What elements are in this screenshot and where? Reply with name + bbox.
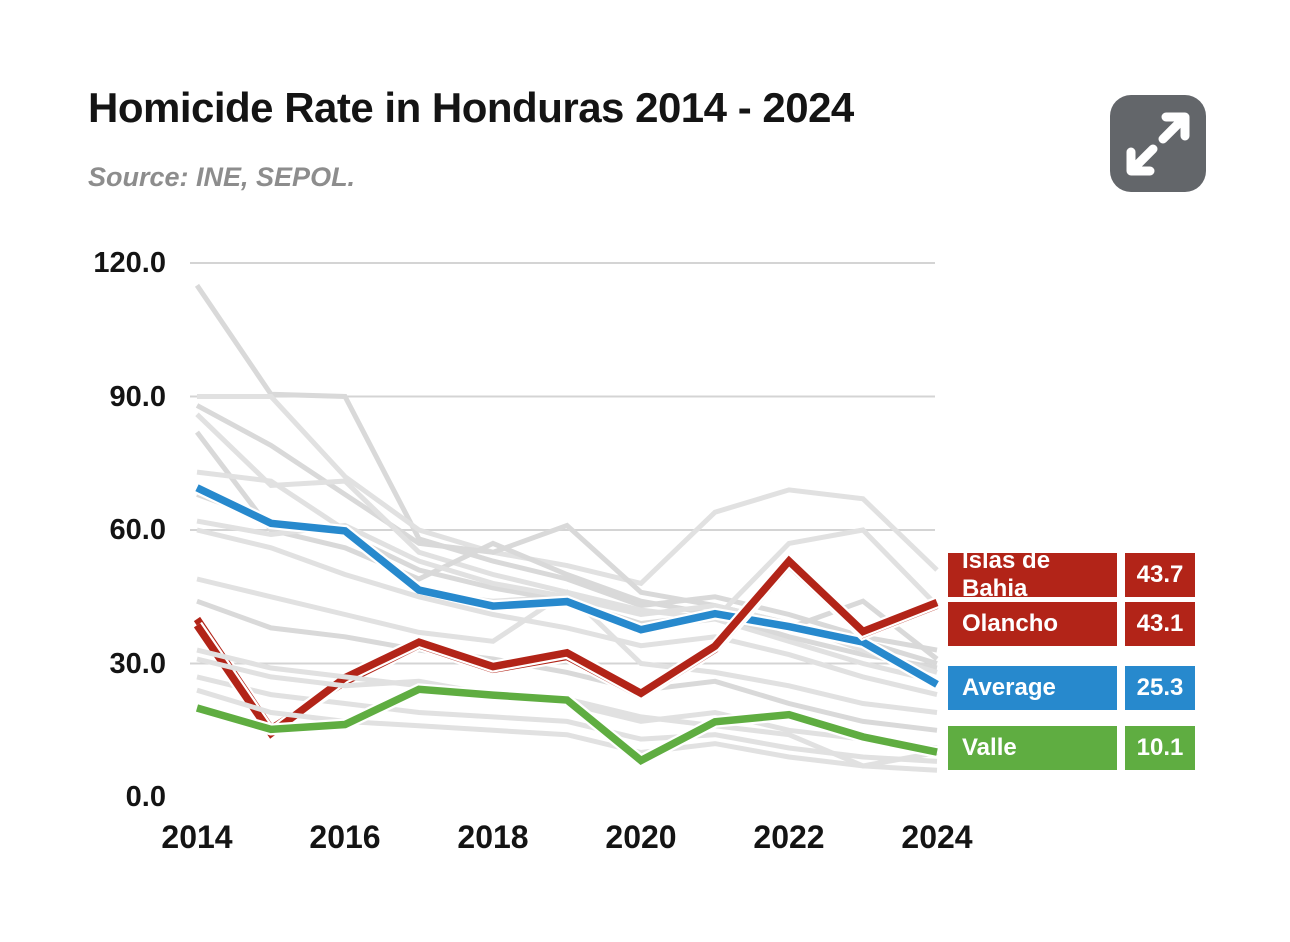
- x-tick-label: 2022: [753, 819, 825, 855]
- legend-label: Islas de Bahia: [948, 553, 1117, 597]
- expand-button[interactable]: [1110, 95, 1206, 192]
- expand-arrows-icon: [1110, 95, 1206, 192]
- legend-value: 43.7: [1125, 553, 1195, 597]
- x-tick-label: 2020: [605, 819, 677, 855]
- legend-item-average: [948, 666, 1195, 710]
- legend-label: Valle: [948, 726, 1117, 770]
- background-series-line: [197, 397, 937, 584]
- x-tick-label: 2014: [161, 819, 233, 855]
- legend-label: Average: [948, 666, 1117, 710]
- x-tick-label: 2024: [901, 819, 973, 855]
- legend-item-olancho: [948, 602, 1195, 646]
- x-tick-label: 2018: [457, 819, 529, 855]
- y-tick-label: 0.0: [125, 781, 166, 813]
- legend-value: 43.1: [1125, 602, 1195, 646]
- legend-item-islas-de-bahia: [948, 547, 1195, 602]
- chart-title: Homicide Rate in Honduras 2014 - 2024: [88, 84, 854, 131]
- legend-item-valle: [948, 726, 1195, 770]
- x-tick-label: 2016: [309, 819, 381, 855]
- y-tick-label: 120.0: [93, 247, 166, 279]
- y-tick-label: 60.0: [109, 514, 166, 546]
- chart-source-note: Source: INE, SEPOL.: [88, 162, 356, 192]
- legend-value: 10.1: [1125, 726, 1195, 770]
- y-tick-label: 90.0: [109, 380, 166, 413]
- y-tick-label: 30.0: [109, 647, 166, 680]
- legend-label: Olancho: [948, 602, 1117, 646]
- legend-value: 25.3: [1125, 666, 1195, 710]
